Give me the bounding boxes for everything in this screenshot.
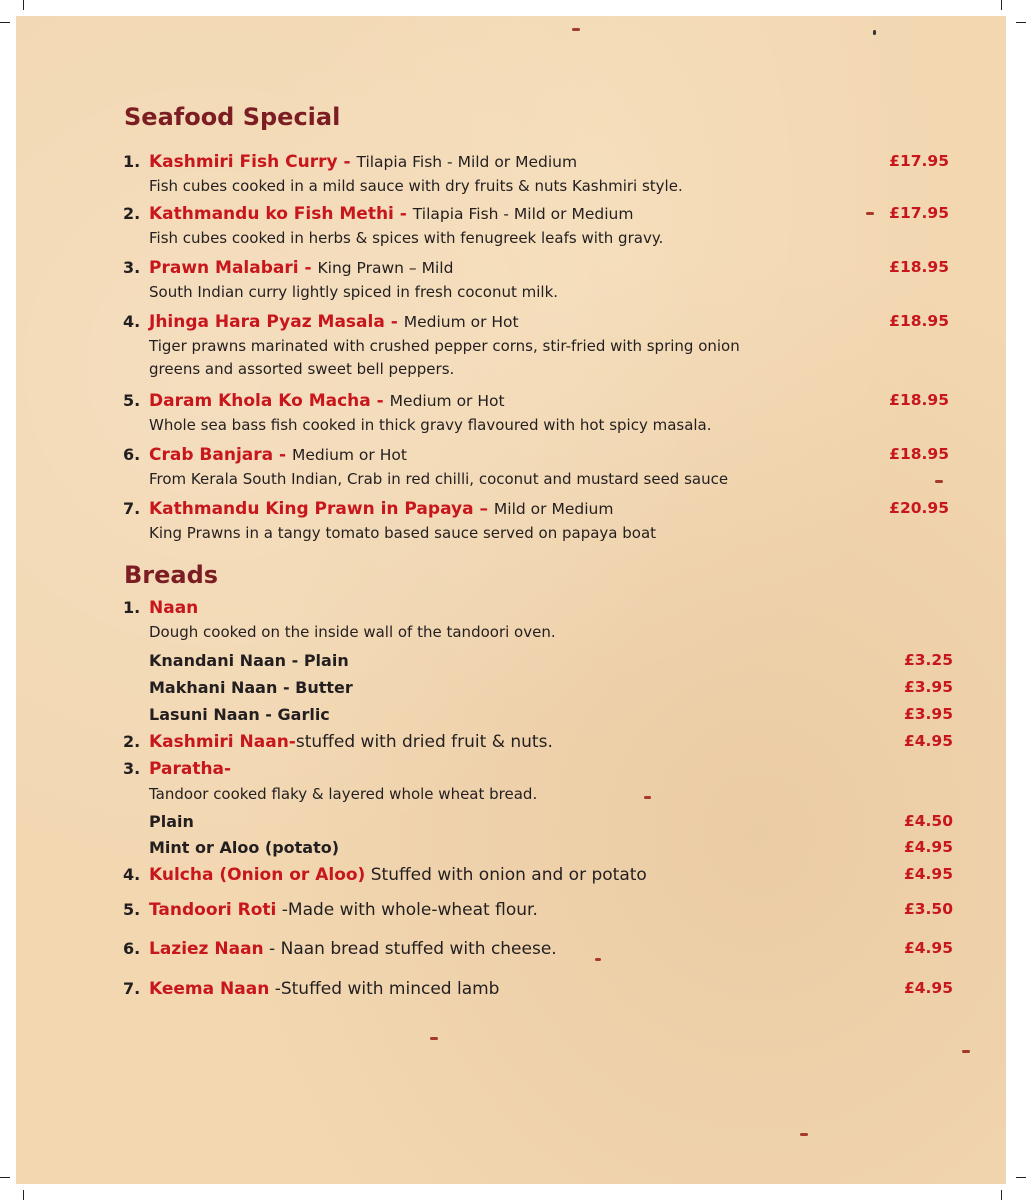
variant-label: Lasuni Naan - Garlic: [149, 705, 330, 724]
item-heading: [123, 204, 953, 224]
item-options: Medium or Hot: [292, 446, 407, 464]
item-name: Prawn Malabari: [149, 258, 299, 278]
variant-row: [149, 705, 953, 724]
crop-mark: [1016, 1177, 1026, 1178]
item-price: £4.95: [903, 865, 953, 883]
item-heading: [123, 939, 953, 959]
item-name: Paratha-: [149, 759, 232, 779]
variant-price: £3.25: [903, 651, 953, 669]
item-number: 6.: [123, 445, 141, 464]
item-price: £20.95: [889, 499, 949, 517]
item-options: Tilapia Fish - Mild or Medium: [412, 205, 634, 223]
item-number: 3.: [123, 258, 141, 277]
item-number: 4.: [123, 312, 141, 331]
item-options: -Stuffed with minced lamb: [269, 979, 500, 999]
menu-item: [123, 732, 953, 752]
variant-label: Mint or Aloo (potato): [149, 838, 340, 857]
item-separator: –: [473, 499, 494, 519]
item-heading: [123, 732, 953, 752]
item-heading: [123, 759, 953, 779]
item-heading: [123, 391, 953, 411]
variant-row: [149, 651, 953, 670]
item-number: 7.: [123, 979, 141, 998]
item-number: 4.: [123, 865, 141, 884]
item-heading: [123, 499, 953, 519]
item-options: Medium or Hot: [389, 392, 505, 410]
item-description: Fish cubes cooked in herbs & spices with fenugreek leafs with gravy.: [149, 229, 664, 247]
crop-mark: [23, 1190, 24, 1200]
crop-mark: [1016, 22, 1026, 23]
item-name: Tandoori Roti: [149, 900, 277, 920]
variant-price: £4.95: [903, 838, 953, 856]
menu-item: [123, 499, 953, 542]
variant-row: [149, 678, 953, 697]
item-heading: [123, 312, 953, 332]
item-description: Whole sea bass fish cooked in thick gravy flavoured with hot spicy masala.: [149, 416, 712, 434]
item-price: £3.50: [903, 900, 953, 918]
menu-item: [123, 258, 953, 301]
variant-price: £4.50: [903, 812, 953, 830]
paper-speck: [873, 30, 876, 35]
item-price: £4.95: [903, 979, 953, 997]
menu-item: [123, 312, 953, 378]
item-separator: -: [393, 204, 413, 224]
variant-label: Knandani Naan - Plain: [149, 651, 349, 670]
item-price: £18.95: [889, 391, 949, 409]
item-heading: [123, 900, 953, 920]
item-number: 7.: [123, 499, 141, 518]
item-description: Tiger prawns marinated with crushed pepper corns, stir-fried with spring onion: [149, 337, 740, 355]
item-description: Dough cooked on the inside wall of the tandoori oven.: [149, 623, 556, 641]
variant-price: £3.95: [903, 678, 953, 696]
item-price: £4.95: [903, 939, 953, 957]
variant-label: Plain: [149, 812, 194, 831]
crop-mark: [1001, 1190, 1002, 1200]
item-name: Kathmandu ko Fish Methi: [149, 204, 394, 224]
item-number: 1.: [123, 152, 141, 171]
crop-mark: [1001, 0, 1002, 10]
menu-item: [123, 759, 953, 803]
menu-item: [123, 445, 953, 488]
paper-speck: [800, 1133, 808, 1136]
item-description: Fish cubes cooked in a mild sauce with dry fruits & nuts Kashmiri style.: [149, 177, 683, 195]
paper-speck: [430, 1037, 438, 1040]
menu-item: [123, 979, 953, 999]
item-name: Kathmandu King Prawn in Papaya: [149, 499, 474, 519]
item-heading: [123, 445, 953, 465]
item-name: Kashmiri Fish Curry: [149, 152, 338, 172]
item-description: King Prawns in a tangy tomato based sauce served on papaya boat: [149, 524, 657, 542]
item-number: 3.: [123, 759, 141, 778]
seafood-section-title: Seafood Special: [124, 103, 341, 131]
item-price: £18.95: [889, 312, 949, 330]
item-name: Kashmiri Naan-: [149, 732, 296, 752]
item-separator: -: [384, 312, 404, 332]
crop-mark: [23, 0, 24, 10]
item-heading: [123, 979, 953, 999]
crop-mark: [0, 1177, 10, 1178]
item-price: £4.95: [903, 732, 953, 750]
item-description: Tandoor cooked flaky & layered whole wheat bread.: [149, 785, 538, 803]
paper-speck: [572, 28, 580, 31]
paper-speck: [962, 1050, 970, 1053]
item-separator: -: [370, 391, 390, 411]
menu-item: [123, 865, 953, 885]
item-name: Daram Khola Ko Macha: [149, 391, 371, 411]
item-options: Tilapia Fish - Mild or Medium: [356, 153, 578, 171]
item-description: greens and assorted sweet bell peppers.: [149, 360, 455, 378]
variant-row: [149, 838, 953, 857]
menu-item: [123, 152, 953, 195]
item-name: Crab Banjara: [149, 445, 274, 465]
item-options: stuffed with dried fruit & nuts.: [295, 732, 553, 752]
item-options: Mild or Medium: [493, 500, 614, 518]
item-name: Naan: [149, 598, 199, 618]
breads-section-title: Breads: [124, 561, 219, 589]
item-heading: [123, 865, 953, 885]
item-number: 6.: [123, 939, 141, 958]
item-price: £18.95: [889, 258, 949, 276]
variant-row: [149, 812, 953, 831]
item-name: Laziez Naan: [149, 939, 264, 959]
menu-item: [123, 900, 953, 920]
item-number: 5.: [123, 391, 141, 410]
item-options: -Made with whole-wheat flour.: [276, 900, 538, 920]
item-price: £18.95: [889, 445, 949, 463]
item-price: £17.95: [889, 152, 949, 170]
item-heading: [123, 152, 953, 172]
item-options: - Naan bread stuffed with cheese.: [263, 939, 557, 959]
item-price: £17.95: [889, 204, 949, 222]
item-name: Jhinga Hara Pyaz Masala: [149, 312, 385, 332]
variant-price: £3.95: [903, 705, 953, 723]
item-number: 5.: [123, 900, 141, 919]
item-name: Kulcha (Onion or Aloo): [149, 865, 366, 885]
item-number: 2.: [123, 204, 141, 223]
item-separator: -: [273, 445, 293, 465]
menu-item: [123, 939, 953, 959]
item-heading: [123, 598, 953, 618]
item-number: 1.: [123, 598, 141, 617]
menu-item: [123, 598, 953, 641]
item-options: King Prawn – Mild: [317, 259, 454, 277]
item-name: Keema Naan: [149, 979, 270, 999]
item-separator: -: [337, 152, 357, 172]
menu-item: [123, 391, 953, 434]
item-separator: -: [298, 258, 318, 278]
item-number: 2.: [123, 732, 141, 751]
item-options: Stuffed with onion and or potato: [365, 865, 647, 885]
crop-mark: [0, 22, 10, 23]
item-description: From Kerala South Indian, Crab in red chilli, coconut and mustard seed sauce: [149, 470, 729, 488]
item-heading: [123, 258, 953, 278]
item-description: South Indian curry lightly spiced in fresh coconut milk.: [149, 283, 559, 301]
variant-label: Makhani Naan - Butter: [149, 678, 353, 697]
menu-item: [123, 204, 953, 247]
item-options: Medium or Hot: [403, 313, 519, 331]
